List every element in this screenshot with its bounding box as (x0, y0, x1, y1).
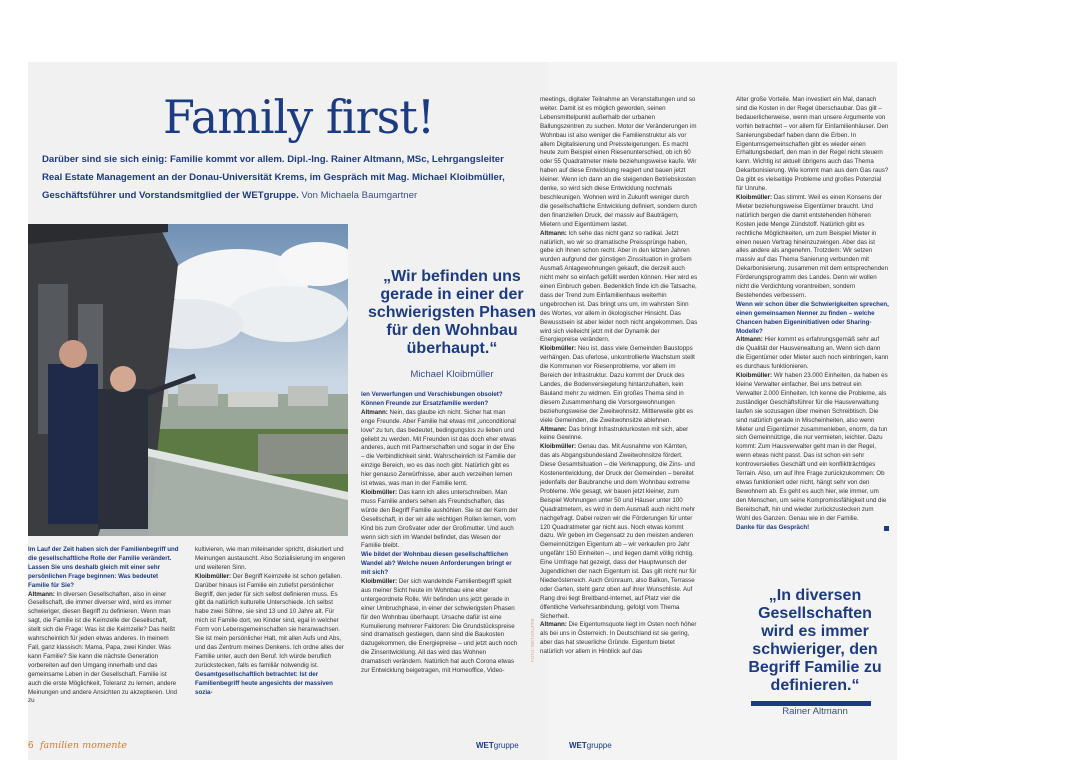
logo-bold: WET (476, 741, 494, 750)
speaker-name: Kloibmüller: (540, 443, 577, 451)
magazine-spread (28, 62, 897, 760)
interview-answer (736, 194, 889, 301)
answer-text: Neu ist, dass viele Gemeinden Baustopps verhängen. Das uferlose, unkontrollierte Wachstum stellt die Kommunen vor Riesenprobleme, vor allem im Bereich der Infrastruktur. Dazu kommt der Druck des Landes, die Bodenversiegelung hintanzuhalten, kein Bauland mehr zu widmen. Ein großes Thema sind in diesem Zusammenhang die Vorsorgewohnungen beziehungsweise der Zweitwohnsitz. Mittlerweile gibt es viele Gemeinden, die Zweitwohnsitze ablehnen. (540, 345, 695, 424)
interview-photo (28, 224, 348, 536)
article-author: Von Michaela Baumgartner (301, 190, 418, 201)
left-page (28, 62, 548, 760)
interview-answer (540, 443, 698, 621)
body-paragraph: meetings, digitaler Teilnahme an Veranstaltungen und so weiter. Damit ist es möglich geworden, seinen Lebensmittelpunkt außerhalb der urbanen Ballungszentren zu suchen. Motor der Veränderungen im Wohnbau ist also weniger die Familienstruktur als vor allem Digitalisierung und Preissteigerungen. Es macht heute zum Beispiel einen Riesenunterschied, ob ich 60 oder 55 Quadratmeter miete beziehungsweise kaufe. Wir haben auf diese Entwicklung reagiert und bauen jetzt kleiner. Wenn ich dann an die steigenden Betriebskosten denke, so wird sich diese Entwicklung nochmals beschleunigen. Wohnen wird in Zukunft weniger durch die gesellschaftliche Entwicklung definiert, sondern durch den finanziellen Druck, der massiv auf Bauträgern, Mietern und Eigentümern lastet. (540, 96, 697, 228)
answer-text: Hier kommt es erfahrungsgemäß sehr auf die Qualität der Hausverwaltung an. Wenn sich dann die Eigentümer oder Mieter auch noch einbringen, kann es durchaus funktionieren. (736, 336, 889, 371)
interview-answer (736, 336, 889, 372)
answer-text: In diversen Gesellschaften, also in einer Gesellschaft, die immer diverser wird, wird es immer schwieriger, diesen Begriff zu definieren. Wenn man sagt, die Familie ist die Keimzelle der Gesellschaft, stellt sich die Frage: Was ist die Keimzelle? Das heißt wahrscheinlich für jeden etwas anderes. In meinem Fall, ganz klassisch: Mama, Papa, zwei Kinder. Was kann Familie? Sie kann die nächste Generation vorbereiten auf den Umgang innerhalb und das gemeinsame Leben in der Gesellschaft. Familie ist auch die erste Möglichkeit, Toleranz zu lernen, andere Meinungen und andere Ansichten zu akzeptieren. Und zu (28, 590, 177, 705)
end-mark (884, 526, 889, 531)
text-column-3 (361, 391, 518, 676)
magazine-name: familien momente (40, 740, 127, 751)
pull-quote-bar (751, 701, 871, 706)
photo-credit: FOTO: WETGRUPPE (530, 618, 535, 662)
photo-illustration (28, 224, 348, 536)
speaker-name: Altmann: (540, 229, 567, 237)
logo-rest: gruppe (493, 741, 519, 750)
logo-rest: gruppe (586, 741, 612, 750)
interview-answer (540, 621, 698, 657)
article-title: Family first! (163, 90, 435, 144)
interview-answer (28, 591, 180, 707)
text-column-5 (736, 96, 889, 532)
text-column-2 (195, 546, 348, 697)
pull-quote-attribution: Michael Kloibmüller (410, 369, 494, 380)
answer-text: Der Begriff Keimzelle ist schon gefallen. Darüber hinaus ist Familie ein zutiefst persönlicher Begriff, den jeder für sich selbst definieren muss. Es gibt da natürlich kulturelle Unterschiede. Ich selbst habe zwei Söhne, sie sind 13 und 10 Jahre alt. Für mich ist Familie dort, wo Kinder sind, egal in welcher Form von Lebensgemeinschaften sie heranwachsen. Sie ist mein persönlicher Halt, mit allen Aufs und Abs, und das Zentrum meines Denkens. Ich ordne alles der Familie unter, auch den Beruf. Ich würde beruflich zurückstecken, falls es familiär notwendig ist. (195, 572, 344, 669)
answer-text: Das stimmt. Weil es einen Konsens der Mieter beziehungsweise Eigentümer braucht. Und natürlich bergen die damit entstehenden höheren Kosten jede Menge Zündstoff. Natürlich gibt es rechtliche Möglichkeiten, um zum Beispiel Mieter in einen neuen Vertrag hineinzuzwingen. Aber das ist alles andere als angenehm. Trotzdem: Wir setzen massiv auf das Thema Sanierung verbunden mit Dekarbonisierung, zusammen mit dem entsprechenden Förderungsprogramm des Landes. Denn wir wollen nicht die Verdichtung vorantreiben, sondern Bestehendes verbessern. (736, 193, 889, 299)
answer-text: Ich sehe das nicht ganz so radikal. Jetzt natürlich, wo wir so dramatische Preissprünge haben, gebe ich Ihnen schon recht. Aber in den letzten Jahren wurden aufgrund der günstigen Zinssituation in großem Ausmaß Anlagewohnungen gekauft, die derzeit auch nicht mehr so einfach gefüllt werden können. Hier wird es einen Einbruch geben. Bedenklich finde ich die Tatsache, dass der Trend zum Einfamilienhaus weiterhin ungebrochen ist. Das bringt uns um, im wahrsten Sinn des Wortes, vor allem in ökologischer Hinsicht. Das Bewusstsein ist aber leider noch nicht angekommen. Das wird sich vielleicht jetzt mit der Dynamik der Energiepreise verändern. (540, 229, 698, 344)
speaker-name: Altmann: (540, 425, 567, 433)
body-paragraph: Alter große Vorteile. Man investiert ein Mal, danach sind die Kosten in der Regel überschaubar. Das gilt – bedauerlicherweise, wenn man unsere Argumente von vorhin betrachtet – vor allem für Einfamilienhäuser. Den Sanierungsbedarf haben dann die Erben. In Eigentumsgemeinschaften gibt es wieder einen Erhaltungsbedarf, den man in der Regel nicht steuern kann. Wichtig ist aktuell übrigens auch das Thema Dekarbonisierung. Wie kommt man aus dem Gas raus? Da gibt es vielseitige Probleme und großes Potenzial für Unruhe. (736, 96, 889, 193)
closing-line (736, 524, 889, 533)
pull-quote-text: „Wir befinden uns gerade in einer der schwierigsten Phasen für den Wohnbau überhaupt.“ (367, 268, 537, 357)
pull-quote-kloibmueller (361, 268, 543, 384)
text-column-1 (28, 546, 180, 706)
answer-text: Nein, das glaube ich nicht. Sicher hat man enge Freunde. Aber Familie hat etwas mit „unconditional love“ zu tun, das bedeutet, bedingungslos zu lieben und geliebt zu werden. Mit Freunden ist das doch eher etwas anderes, auch mit Partnerschaften und sogar in der Ehe – die Verbindlichkeit sinkt. Wahrscheinlich ist Familie der einzige Bereich, wo es das noch gibt. Natürlich gibt es hier genauso Zerwürfnisse, aber auch verzeihen lernen ist etwas, was man in der Familie lernt. (361, 408, 517, 488)
answer-text: Die Eigentumsquote liegt im Osten noch höher als bei uns in Österreich. In Deutschland ist sie gering, aber das hat steuerliche Gründe. Eigentum bietet natürlich vor allem in Hinblick auf das (540, 621, 697, 656)
speaker-name: Altmann: (736, 336, 763, 344)
closing-text: Danke für das Gespräch! (736, 523, 810, 531)
interview-answer (361, 409, 518, 489)
answer-text: Wir haben 23.000 Einheiten, da haben es kleine Verwalter einfacher. Bei uns betreut ein Verwalter 2.000 Einheiten. Ich kenne die Probleme, als zuständiger Geschäftsführer für die Hausverwaltung laufen sie sozusagen über meinen Schreibtisch. Die sind natürlich gerade in Mischeinheiten, also wenn Mieter und Eigentümer zusammenleben, enorm, da tun sich Gemeinnützige, die nur vermieten, leichter. Dazu kommt: Zum Hausverwalter geht man in der Regel, wenn etwas nicht passt. Das ist schon ein sehr kontroversielles Geschäft und ein konfliktträchtiges Terrain. Also, um auf Ihre Frage zurückzukommen: Ob etwas funktioniert oder nicht, hängt sehr von den Bewohnern ab. Es geht es auch hier, wie immer, um den Menschen, um seine Kompromissfähigkeit und die Bereitschaft, hin und wieder zurückzustecken zum Wohl des Ganzen. Genau wie in der Familie. (736, 372, 888, 522)
wetgruppe-logo-right (569, 741, 612, 750)
interview-answer (540, 345, 698, 425)
answer-text: Der sich wandelnde Familienbegriff spielt aus meiner Sicht heute im Wohnbau eine eher untergeordnete Rolle. Wir befinden uns jetzt gerade in einer Umbruchphase, in einer der schwierigsten Phasen für den Wohnbau überhaupt. Ursache dafür ist eine Kumulierung mehrerer Faktoren: Die Grundstückspreise sind dramatisch gestiegen, dann sind die Baukosten dazugekommen, die Energiepreise – und jetzt auch noch die Zinsentwicklung. All das wird das Wohnen dramatisch verändern. Natürlich hat auch Corona etwas zur Entwicklung beigetragen, mit Homeoffice, Video- (361, 578, 518, 675)
pull-quote-attribution: Rainer Altmann (782, 706, 848, 717)
pull-quote-text: „In diversen Gesellschaften wird es immer schwieriger, den Begriff Familie zu definieren.“ (748, 587, 882, 694)
page-number: 6 (28, 740, 34, 751)
interview-answer (540, 230, 698, 346)
speaker-name: Kloibmüller: (540, 345, 577, 353)
logo-bold: WET (569, 741, 587, 750)
interview-answer (361, 489, 518, 551)
interview-answer (736, 372, 889, 523)
answer-text: Das kann ich alles unterschreiben. Man muss Familie anders sehen als Freundschaften, das würde den Begriff Familie aushöhlen. Sie ist der Kern der Gesellschaft, in der wir alle wichtigen Rollen lernen, vom Kind bis zum Großvater oder der Großmutter. Und auch wenn sich sich im Wandel befindet, das Wesen der Familie bleibt. (361, 488, 518, 550)
speaker-name: Altmann: (540, 621, 567, 629)
interview-question: len Verwerfungen und Verschiebungen obsolet? Können Freunde zur Ersatzfamilie werden? (361, 391, 503, 407)
interview-question: Wenn wir schon über die Schwierigkeiten sprechen, einen gemeinsamen Nenner zu finden – welche Chancen haben Eigeninitiativen oder Sharing-Modelle? (736, 300, 889, 335)
interview-answer (540, 426, 698, 444)
speaker-name: Altmann: (28, 590, 55, 598)
speaker-name: Kloibmüller: (361, 488, 398, 496)
lead-text: Darüber sind sie sich einig: Familie kommt vor allem. Dipl.-Ing. Rainer Altmann, MSc, Lehrgangsleiter Real Estate Management an der Donau-Universität Krems, im Gespräch mit Mag. Michael Kloibmüller, Geschäftsführer und Vorstandsmitglied der WETgruppe. (42, 154, 505, 201)
interview-answer (361, 578, 518, 676)
interview-answer (195, 573, 348, 671)
text-column-4 (540, 96, 698, 657)
interview-question: Gesamtgesellschaftlich betrachtet: Ist der Familienbegriff heute angesichts der massiven sozia- (195, 670, 333, 696)
answer-text: Das bringt Infrastrukturkosten mit sich, aber keine Gewinne. (540, 425, 689, 442)
interview-question: Im Lauf der Zeit haben sich der Familienbegriff und die gesellschaftliche Rolle der Familie verändert. Lassen Sie uns deshalb gleich mit einer sehr persönlichen Frage beginnen: Was bedeutet Familie für Sie? (28, 546, 179, 589)
article-lead (42, 151, 512, 205)
speaker-name: Kloibmüller: (195, 572, 232, 580)
answer-text: Genau das. Mit Ausnahme von Kärnten, das als Abgangsbundesland Zweitwohnsitze fördert. Diese Gesamtsituation – die Verknappung, die Zins- und Kostenentwicklung, der Druck der Gemeinden – bereitet jedenfalls der Baubranche und dem Wohnbau extreme Probleme. Wie gesagt, wir bauen jetzt kleiner, zum Beispiel Wohnungen unter 50 und Häuser unter 100 Quadratmetern, es wird in dem Ausmaß auch nicht mehr nachgefragt. Dabei reizen wir die Förderungen für unter 120 Quadratmeter gar nicht aus. Noch etwas kommt dazu. Wir geben im Gegensatz zu den meisten anderen Gemeinnützigen Eigentum ab – wir verkaufen pro Jahr ungefähr 150 Einheiten –, und liegen damit völlig richtig. Eine Umfrage hat gezeigt, dass der Hauptwunsch der Jugendlichen der nach Eigentum ist. Das gilt nicht nur für Niederösterreich. Auch Grünraum, also Balkon, Terrasse oder Garten, steht ganz oben auf ihrer Wunschliste. Auf Rang drei liegt Breitband-Internet, auf Platz vier die öffentliche Verkehrsanbindung, gefolgt vom Thema Sicherheit. (540, 443, 697, 620)
speaker-name: Kloibmüller: (361, 578, 398, 586)
interview-question: Wie bildet der Wohnbau diesen gesellschaftlichen Wandel ab? Welche neuen Anforderungen bringt er mit sich? (361, 551, 512, 577)
wetgruppe-logo-left (476, 741, 519, 750)
speaker-name: Kloibmüller: (736, 372, 773, 380)
body-paragraph: kultivieren, wie man miteinander spricht, diskutiert und Meinungen austauscht. Also Sozialisierung im engeren und weiteren Sinn. (195, 546, 346, 571)
speaker-name: Altmann: (361, 408, 388, 416)
speaker-name: Kloibmüller: (736, 193, 773, 201)
